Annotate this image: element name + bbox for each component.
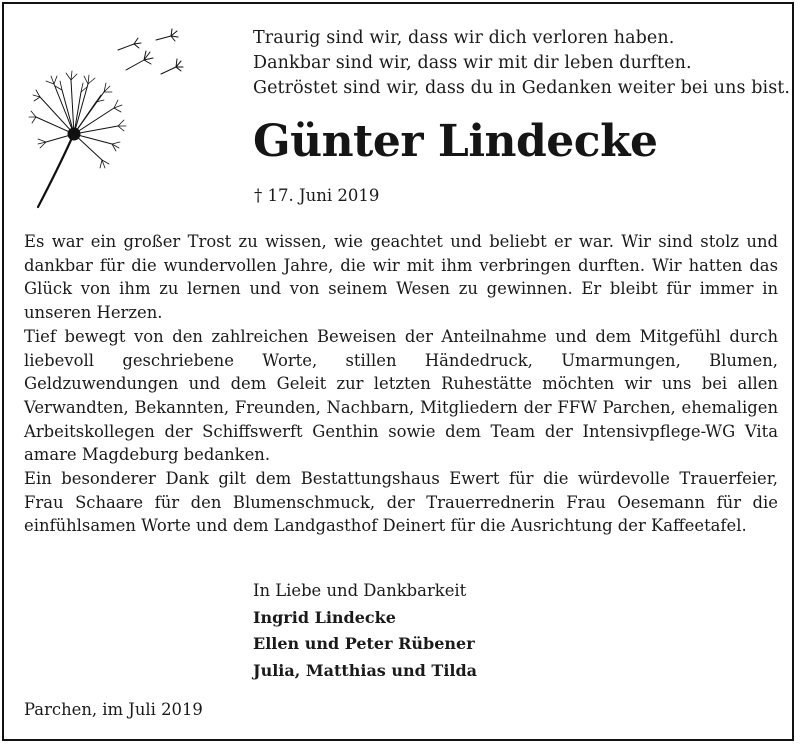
quote-line: Traurig sind wir, dass wir dich verloren haben.: [253, 28, 675, 48]
place-date: Parchen, im Juli 2019: [24, 700, 203, 719]
death-date: † 17. Juni 2019: [254, 186, 380, 205]
dandelion-icon: [26, 22, 196, 212]
closing-phrase: In Liebe und Dankbarkeit: [253, 581, 467, 600]
deceased-name: Günter Lindecke: [253, 116, 658, 167]
quote-line: Getröstet sind wir, dass du in Gedanken weiter bei uns bist.: [253, 78, 791, 98]
paragraph: Tief bewegt von den zahlreichen Beweisen der Anteilnahme und dem Mitgefühl durch liebevoll geschriebene Worte, stillen Händedruck, Umarmungen, Blumen, Geldzuwendungen und dem Geleit zur letzten Ruhestätte möchten wir uns bei allen Verwandten, Bekannten, Freunden, Nachbarn, Mitgliedern der FFW Parchen, ehemaligen Arbeitskollegen der Schiffswerft Genthin sowie dem Team der Intensivpflege-WG Vita amare Magdeburg bedanken.: [24, 326, 778, 465]
signatory: Julia, Matthias und Tilda: [253, 660, 478, 680]
signoff-block: [253, 578, 477, 684]
paragraph: Ein besonderer Dank gilt dem Bestattungshaus Ewert für die würdevolle Trauerfeier, Frau Schaare für den Blumenschmuck, der Trauerrednerin Frau Oesemann für die einfühlsamen Worte und dem Landgasthof Deinert für die Ausrichtung der Kaffeetafel.: [24, 469, 778, 536]
paragraph: Es war ein großer Trost zu wissen, wie geachtet und beliebt er war. Wir sind stolz und dankbar für die wundervollen Jahre, die wir mit ihm verbringen durften. Wir hatten das Glück von ihm zu lernen und von seinem Wesen zu gewinnen. Er bleibt für immer in unseren Herzen.: [24, 232, 778, 323]
quote-line: Dankbar sind wir, dass wir mit dir leben durften.: [253, 53, 692, 73]
signatory: Ingrid Lindecke: [253, 607, 396, 627]
signatory: Ellen und Peter Rübener: [253, 634, 475, 653]
memorial-quote: [253, 26, 791, 101]
thank-you-text: [24, 230, 778, 538]
